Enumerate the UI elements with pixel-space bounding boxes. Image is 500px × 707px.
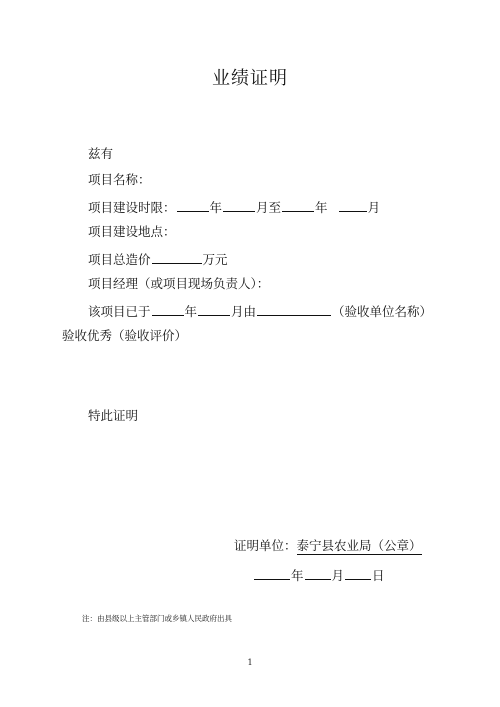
cost-blank <box>152 252 202 264</box>
end-month-unit: 月 <box>367 200 381 215</box>
acceptance-prefix: 该项目已于 <box>88 304 151 319</box>
issue-date-line <box>253 568 385 583</box>
issuer-line <box>234 540 422 553</box>
total-cost-line <box>88 252 228 267</box>
page-title: 业绩证明 <box>212 68 288 89</box>
issuer-name: 泰宁县农业局（公章） <box>296 538 422 553</box>
project-manager-label: 项目经理（或项目现场负责人）： <box>88 276 270 291</box>
end-year-unit: 年 <box>315 200 328 215</box>
period-label: 项目建设时限： <box>88 200 176 215</box>
acceptance-line <box>88 304 432 319</box>
start-month-blank <box>223 200 255 212</box>
end-year-blank <box>282 200 314 212</box>
acceptance-month-blank <box>198 304 230 316</box>
project-name-label: 项目名称： <box>88 172 151 187</box>
acceptance-unit-blank <box>257 304 331 316</box>
start-month-unit: 月至 <box>256 200 282 215</box>
end-month-blank <box>339 200 367 212</box>
cost-label: 项目总造价 <box>88 252 151 267</box>
greeting-text: 兹有 <box>88 146 114 161</box>
construction-period-line <box>88 200 380 215</box>
cost-unit: 万元 <box>202 252 228 267</box>
hereby-certify-text: 特此证明 <box>88 408 139 423</box>
footnote: 注：由县级以上主管部门或乡镇人民政府出具 <box>82 614 232 623</box>
acceptance-year-unit: 年 <box>184 304 198 319</box>
issue-year-unit: 年 <box>291 568 304 583</box>
start-year-blank <box>177 200 209 212</box>
issue-year-blank <box>254 568 290 580</box>
issuer-label: 证明单位： <box>234 538 297 553</box>
acceptance-year-blank <box>152 304 184 316</box>
start-year-unit: 年 <box>209 200 223 215</box>
page-number: 1 <box>247 658 253 667</box>
issue-month-unit: 月 <box>331 568 345 583</box>
issue-month-blank <box>305 568 331 580</box>
issue-day-blank <box>345 568 371 580</box>
acceptance-unit-hint: （验收单位名称） <box>332 304 433 319</box>
issue-day-unit: 日 <box>372 568 385 583</box>
acceptance-month-unit: 月由 <box>231 304 257 319</box>
location-label: 项目建设地点： <box>88 224 176 239</box>
acceptance-evaluation: 验收优秀（验收评价） <box>62 328 188 343</box>
